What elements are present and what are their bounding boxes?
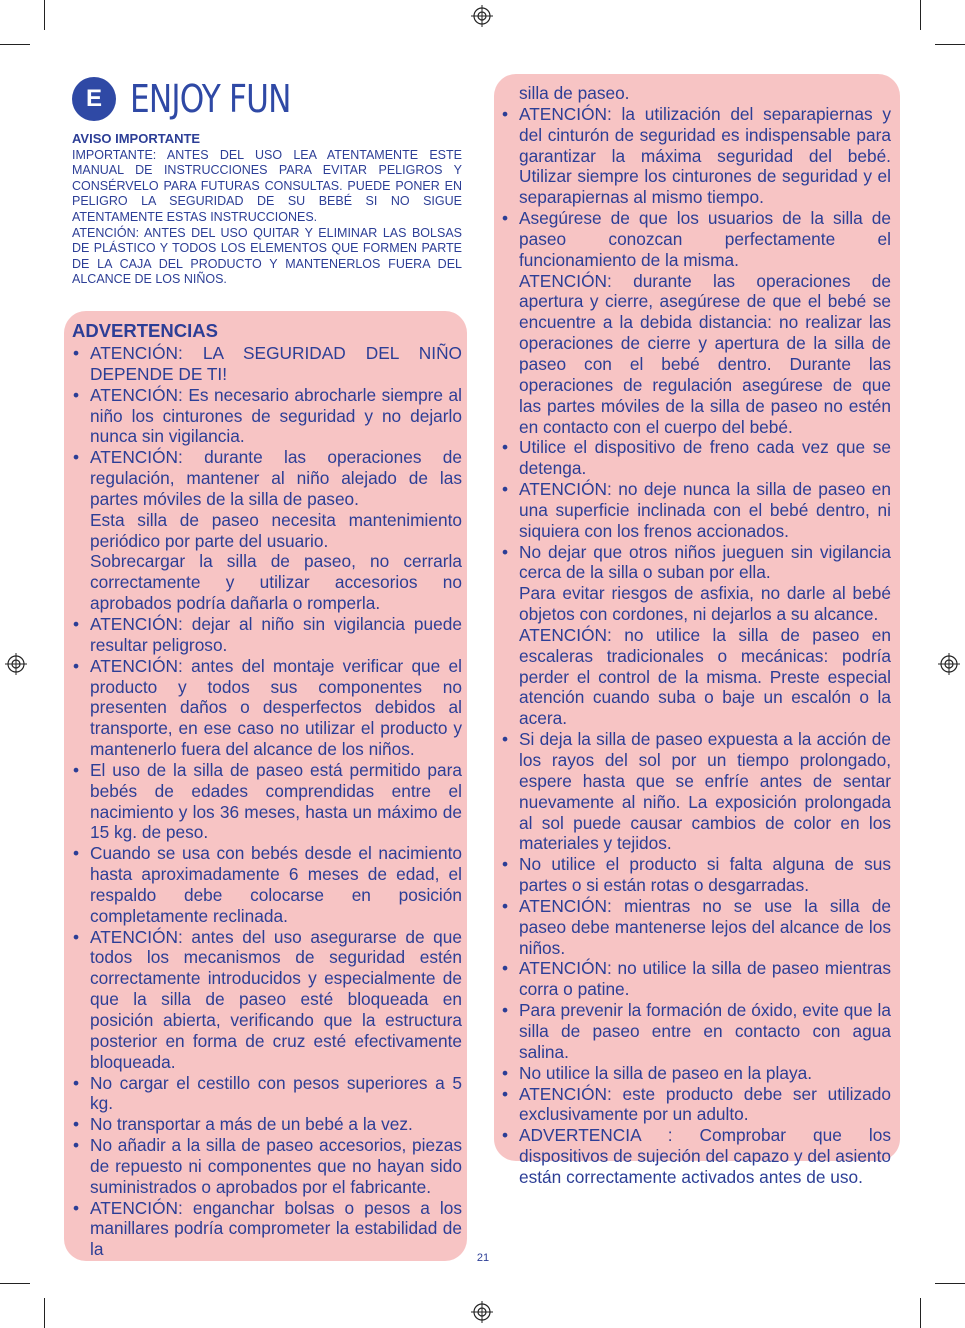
warning-paragraph: • ATENCIÓN: dejar al niño sin vigilancia puede resultar peligroso.: [90, 613, 462, 655]
product-title: ENJOY FUN: [130, 77, 291, 121]
warning-paragraph: • Utilice el dispositivo de freno cada vez que se detenga.: [519, 437, 891, 479]
warning-item: [501, 729, 891, 854]
warning-item: [501, 1063, 891, 1084]
warning-paragraph: • No utilice el producto si falta alguna de sus partes o si están rotas o desgarradas.: [519, 854, 891, 896]
warning-paragraph: • ATENCIÓN: mientras no se use la silla de paseo debe mantenerse lejos del alcance de los niños.: [519, 895, 891, 958]
warning-item: [72, 1135, 462, 1198]
warning-paragraph: • Asegúrese de que los usuarios de la silla de paseo conozcan perfectamente el funcionamiento de la misma.: [519, 208, 891, 270]
warning-item: [501, 479, 891, 542]
warning-paragraph: ATENCIÓN: durante las operaciones de apertura y cierre, asegúrese de que el bebé se encuentre a la debida distancia: no realizar las operaciones de cierre y apertura de la silla de paseo con el bebé dentro. Durante las operaciones de regulación asegúrese de que las partes móviles de la silla de paseo no estén en contacto con el cuerpo del bebé.: [519, 270, 891, 437]
aviso-paragraph: IMPORTANTE: ANTES DEL USO LEA ATENTAMENTE ESTE MANUAL DE INSTRUCCIONES PARA EVITAR PELIGROS Y CONSÉRVELO PARA FUTURAS CONSULTAS. PUEDE PONER EN PELIGRO LA SEGURIDAD DE SU BEBÉ SI NO SIGUE ATENTAMENTE ESTAS INSTRUCCIONES.: [72, 147, 462, 224]
warning-paragraph: • ATENCIÓN: LA SEGURIDAD DEL NIÑO DEPENDE DE TI!: [90, 343, 462, 384]
warning-paragraph: • No utilice la silla de paseo en la playa.: [519, 1062, 812, 1083]
registration-mark-icon: [938, 653, 960, 675]
warning-paragraph: • ATENCIÓN: la utilización del separapiernas y del cinturón de seguridad es indispensable para garantizar la máxima seguridad del bebé. Utilizar siempre los cinturones de seguridad y el separapiernas al mismo tiempo.: [519, 103, 891, 208]
warning-paragraph: Sobrecargar la silla de paseo, no cerrarla correctamente y utilizar accesorios no aprobados podría dañarla o romperla.: [90, 551, 462, 614]
warning-item: [501, 896, 891, 959]
crop-mark: [920, 1298, 921, 1328]
warning-item: [501, 437, 891, 479]
warning-paragraph: • ATENCIÓN: este producto debe ser utilizado exclusivamente por un adulto.: [519, 1083, 891, 1125]
warning-paragraph: • Cuando se usa con bebés desde el nacimiento hasta aproximadamente 6 meses de edad, el respaldo debe colocarse en posición completamente reclinada.: [90, 843, 462, 926]
crop-mark: [935, 1283, 965, 1284]
warning-paragraph: • ATENCIÓN: antes del montaje verificar que el producto y todos sus componentes no presenten daños o desperfectos debidos al transporte, en ese caso no utilizar el producto y mantenerlo fuera del alcance de los niños.: [90, 655, 462, 760]
warning-paragraph: • No transportar a más de un bebé a la vez.: [90, 1114, 413, 1135]
registration-mark-icon: [471, 1301, 493, 1323]
crop-mark: [44, 0, 45, 30]
language-badge: E: [72, 77, 116, 121]
warning-paragraph: • ATENCIÓN: enganchar bolsas o pesos a los manillares podría comprometer la estabilidad de la: [90, 1197, 462, 1260]
warning-item: [72, 1114, 462, 1135]
warning-item: [501, 1125, 891, 1188]
warning-paragraph: • ADVERTENCIA : Comprobar que los dispositivos de sujeción del capazo y del asiento están correctamente activados antes de uso.: [519, 1125, 891, 1187]
page-header: [72, 74, 326, 124]
warning-item: [72, 656, 462, 760]
advertencias-right-column: [501, 83, 891, 1188]
crop-mark: [935, 44, 965, 45]
warning-item: [501, 854, 891, 896]
aviso-paragraph: ATENCIÓN: ANTES DEL USO QUITAR Y ELIMINAR LAS BOLSAS DE PLÁSTICO Y TODOS LOS ELEMENTOS QUE FORMEN PARTE DE LA CAJA DEL PRODUCTO Y MANTENERLOS FUERA DEL ALCANCE DE LOS NIÑOS.: [72, 225, 462, 287]
advertencias-left-column: [72, 319, 462, 1260]
warning-item: [72, 447, 462, 614]
aviso-title: AVISO IMPORTANTE: [72, 131, 201, 146]
crop-mark: [0, 1283, 30, 1284]
continued-text: [501, 83, 891, 104]
warning-item: [501, 1000, 891, 1063]
warning-paragraph: • No dejar que otros niños jueguen sin vigilancia cerca de la silla o suban por ella.: [519, 541, 891, 583]
crop-mark: [0, 44, 30, 45]
warning-item: [501, 104, 891, 208]
warning-paragraph: • ATENCIÓN: antes del uso asegurarse de que todos los mecanismos de seguridad estén correctamente introducidos y especialmente de que la silla de paseo esté bloqueada en posición abierta, verificando que la estructura posterior en forma de cruz esté efectivamente bloqueada.: [90, 926, 462, 1072]
warning-item: [72, 760, 462, 843]
warning-paragraph: • ATENCIÓN: Es necesario abrocharle siempre al niño los cinturones de seguridad y no dejarlo nunca sin vigilancia.: [90, 384, 462, 447]
warning-paragraph: Para evitar riesgos de asfixia, no darle al bebé objetos con cordones, ni dejarlos a su alcance.: [519, 583, 891, 625]
registration-mark-icon: [5, 653, 27, 675]
warning-paragraph: • El uso de la silla de paseo está permitido para bebés de edades comprendidas entre el nacimiento y los 36 meses, hasta un máximo de 15 kg. de peso.: [90, 759, 462, 843]
warning-item: [72, 1073, 462, 1115]
aviso-importante: [72, 131, 462, 288]
warning-item: [72, 843, 462, 926]
crop-mark: [44, 1298, 45, 1328]
warning-item: [501, 1084, 891, 1126]
warning-paragraph: • No cargar el cestillo con pesos superiores a 5 kg.: [90, 1072, 462, 1114]
warning-item: [501, 542, 891, 730]
warning-paragraph: ATENCIÓN: no utilice la silla de paseo en escaleras tradicionales o mecánicas: podría perder el control de la misma. Preste especial atención cuando suba o baje un escalón o la acera.: [519, 624, 891, 729]
warning-paragraph: • ATENCIÓN: no utilice la silla de paseo mientras corra o patine.: [519, 958, 891, 1000]
advertencias-title: ADVERTENCIAS: [72, 320, 218, 341]
warning-item: [501, 958, 891, 1000]
continued-paragraph: silla de paseo.: [519, 83, 630, 103]
warning-paragraph: • ATENCIÓN: durante las operaciones de regulación, mantener al niño alejado de las partes móviles de la silla de paseo.: [90, 447, 462, 509]
warning-paragraph: Esta silla de paseo necesita mantenimiento periódico por parte del usuario.: [90, 509, 462, 551]
warning-paragraph: • Si deja la silla de paseo expuesta a la acción de los rayos del sol por un tiempo prolongado, espere hasta que se enfríe antes de sentar nuevamente al niño. La exposición prolongada al sol puede causar cambios de color en los materiales y tejidos.: [519, 729, 891, 854]
registration-mark-icon: [471, 5, 493, 27]
crop-mark: [920, 0, 921, 30]
warning-item: [501, 208, 891, 437]
warning-item: [72, 614, 462, 656]
warning-item: [72, 927, 462, 1073]
warning-item: [72, 343, 462, 385]
warning-paragraph: • ATENCIÓN: no deje nunca la silla de paseo en una superficie inclinada con el bebé dentro, ni siquiera con los frenos accionados.: [519, 479, 891, 541]
warning-item: [72, 1198, 462, 1261]
warning-item: [72, 385, 462, 448]
page-number: 21: [476, 1252, 490, 1264]
warning-paragraph: • Para prevenir la formación de óxido, evite que la silla de paseo entre en contacto con agua salina.: [519, 1000, 891, 1062]
warning-paragraph: • No añadir a la silla de paseo accesorios, piezas de repuesto ni componentes que no hayan sido suministrados o aprobados por el fabricante.: [90, 1135, 462, 1197]
